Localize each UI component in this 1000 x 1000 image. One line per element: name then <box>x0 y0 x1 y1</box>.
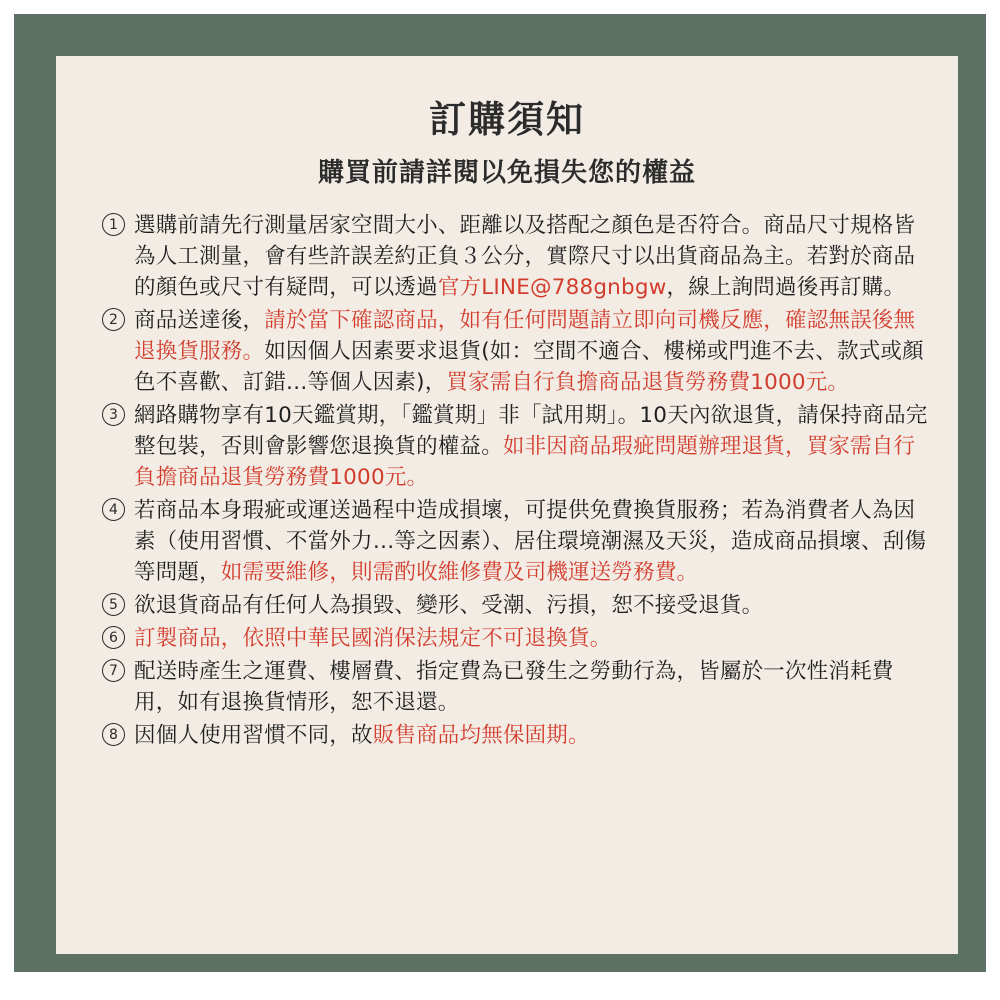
notice-item-number: 3 <box>102 403 125 426</box>
outer-frame <box>14 14 986 972</box>
notice-item <box>102 623 936 654</box>
body-text: ，線上詢問過後再訂購。 <box>666 274 906 300</box>
notice-item-text <box>134 656 936 718</box>
highlight-text: 請於當下確認商品，如有任何問題請立即向司機反應，確認無誤後無退換貨服務。 <box>134 307 916 364</box>
body-text: 商品送達後， <box>134 307 265 333</box>
notice-item <box>102 656 936 718</box>
notice-item-number: 8 <box>102 723 125 746</box>
notice-item-text <box>134 210 936 303</box>
body-text: 選購前請先行測量居家空間大小、距離以及搭配之顏色是否符合。商品尺寸規格皆為人工測量，會有些許誤差約正負３公分，實際尺寸以出貨商品為主。若對於商品的顏色或尺寸有疑問，可以透過 <box>134 212 916 300</box>
notice-item <box>102 590 936 621</box>
notice-item-number: 4 <box>102 498 125 521</box>
body-text: 配送時產生之運費、樓層費、指定費為已發生之勞動行為，皆屬於一次性消耗費用，如有退換貨情形，恕不退還。 <box>134 658 894 715</box>
highlight-text: 如需要維修，則需酌收維修費及司機運送勞務費。 <box>220 559 699 585</box>
notice-item-text <box>134 623 936 654</box>
notice-item-text <box>134 400 936 493</box>
highlight-text: 販售商品均無保固期。 <box>372 722 590 748</box>
body-text: 因個人使用習慣不同，故 <box>134 722 373 748</box>
notice-item-text <box>134 305 936 398</box>
body-text: 欲退貨商品有任何人為損毀、變形、受潮、污損，恕不接受退貨。 <box>134 592 764 618</box>
highlight-text: 如非因商品瑕疵問題辦理退貨，買家需自行負擔商品退貨勞務費1000元。 <box>134 433 916 490</box>
notice-item-number: 6 <box>102 626 125 649</box>
notice-item-number: 7 <box>102 659 125 682</box>
notice-item-text <box>134 720 936 751</box>
body-text: 若商品本身瑕疵或運送過程中造成損壞，可提供免費換貨服務；若為消費者人為因素（使用習慣、不當外力…等之因素）、居住環境潮濕及天災，造成商品損壞、刮傷等問題， <box>134 497 927 585</box>
body-text: 如因個人因素要求退貨(如：空間不適合、樓梯或門進不去、款式或顏色不喜歡、訂錯…等個人因素)， <box>134 338 924 395</box>
notice-item-number: 1 <box>102 213 125 236</box>
notice-panel <box>56 56 958 954</box>
page-title: 訂購須知 <box>429 98 585 141</box>
highlight-text: 官方LINE@788gnbgw <box>437 274 667 300</box>
notice-item-text <box>134 495 936 588</box>
notice-item-text <box>134 590 936 621</box>
notice-item <box>102 210 936 303</box>
notice-item <box>102 495 936 588</box>
highlight-text: 買家需自行負擔商品退貨勞務費1000元。 <box>446 369 850 395</box>
notice-item-number: 5 <box>102 593 125 616</box>
highlight-text: 訂製商品，依照中華民國消保法規定不可退換貨。 <box>134 625 612 651</box>
notice-item <box>102 720 936 751</box>
page-subtitle: 購買前請詳閱以免損失您的權益 <box>317 158 696 189</box>
notice-item <box>102 400 936 493</box>
notice-item-number: 2 <box>102 308 125 331</box>
notice-item <box>102 305 936 398</box>
notice-list <box>56 210 958 751</box>
body-text: 網路購物享有10天鑑賞期，「鑑賞期」非「試用期」。10天內欲退貨，請保持商品完整包裝，否則會影響您退換貨的權益。 <box>134 402 928 459</box>
